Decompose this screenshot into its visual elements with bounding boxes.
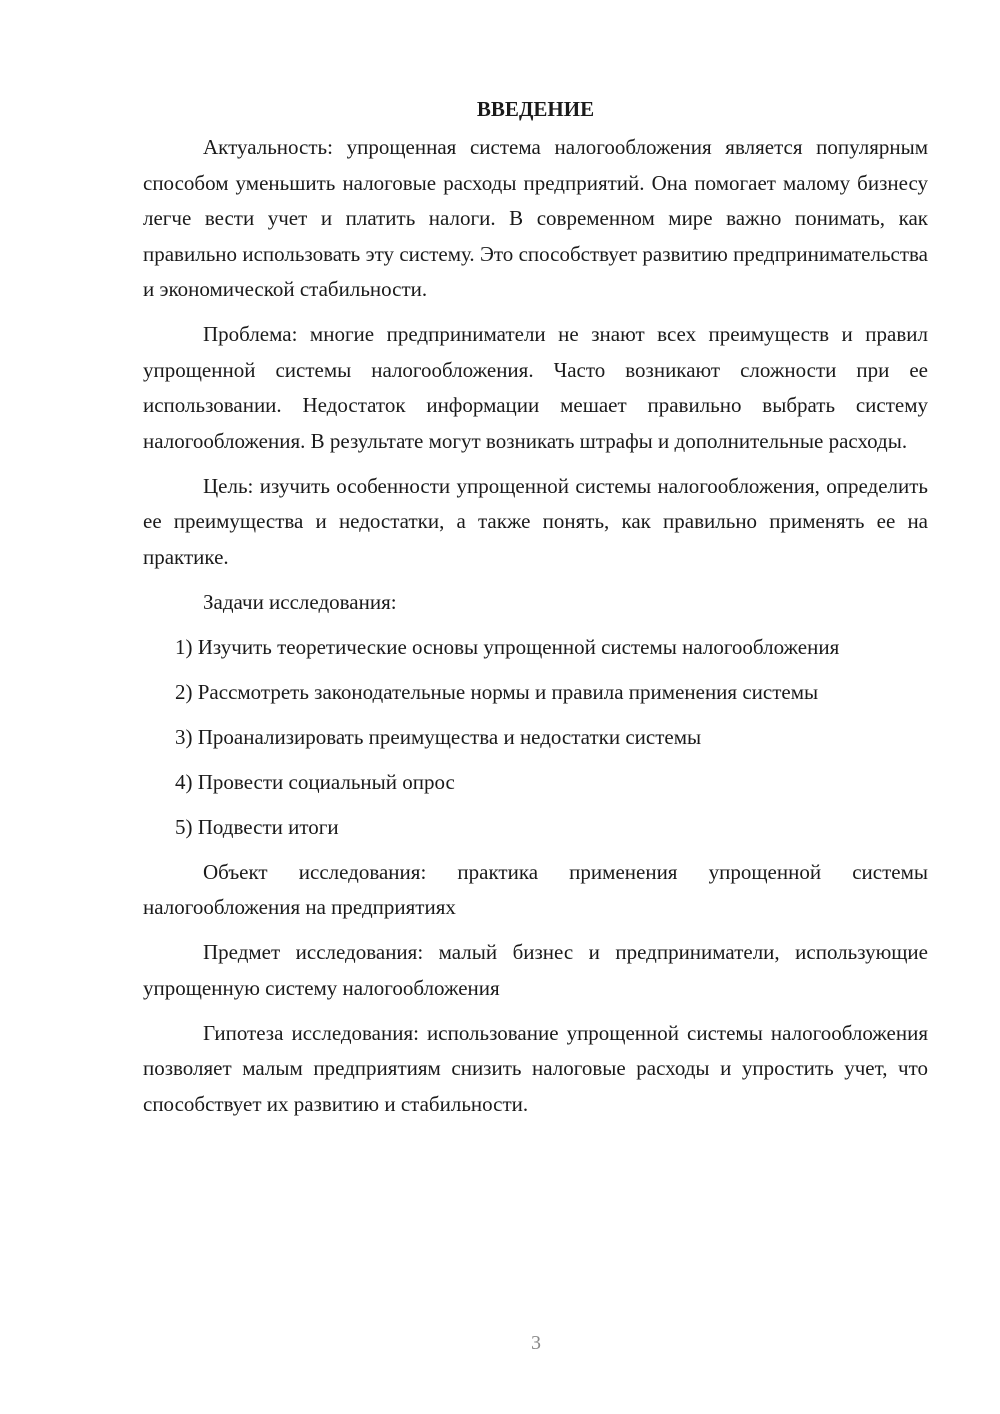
paragraph-hypothesis: Гипотеза исследования: использование упрощенной системы налогообложения позволяет малым предприятиям снизить налоговые расходы и упростить учет, что способствует их развитию и стабильности. — [143, 1020, 928, 1116]
list-item: 3) Проанализировать преимущества и недостатки системы — [175, 724, 702, 749]
list-item: 5) Подвести итоги — [175, 814, 339, 839]
paragraph-problem: Проблема: многие предприниматели не знают всех преимуществ и правил упрощенной системы налогообложения. Часто возникают сложности при ее использовании. Недостаток информации мешает правильно выбрать систему налогообложения. В результате могут возникать штрафы и дополнительные расходы. — [143, 322, 928, 453]
list-item: 2) Рассмотреть законодательные нормы и правила применения системы — [175, 679, 819, 704]
list-item: 1) Изучить теоретические основы упрощенной системы налогообложения — [175, 634, 840, 659]
page-number: 3 — [531, 1332, 541, 1354]
page-title: ВВЕДЕНИЕ — [476, 97, 595, 121]
tasks-heading: Задачи исследования: — [203, 589, 397, 614]
paragraph-relevance: Актуальность: упрощенная система налогообложения является популярным способом уменьшить налоговые расходы предприятий. Она помогает малому бизнесу легче вести учет и платить налоги. В современном мире важно понимать, как правильно использовать эту систему. Это способствует развитию предпринимательства и экономической стабильности. — [143, 135, 928, 301]
paragraph-object: Объект исследования: практика применения упрощенной системы налогообложения на предприятиях — [143, 859, 928, 919]
list-item: 4) Провести социальный опрос — [175, 769, 455, 794]
paragraph-goal: Цель: изучить особенности упрощенной системы налогообложения, определить ее преимущества и недостатки, а также понять, как правильно применять ее на практике. — [143, 473, 928, 569]
paragraph-subject: Предмет исследования: малый бизнес и предприниматели, использующие упрощенную систему налогообложения — [143, 940, 928, 1000]
document-page — [143, 92, 928, 1132]
